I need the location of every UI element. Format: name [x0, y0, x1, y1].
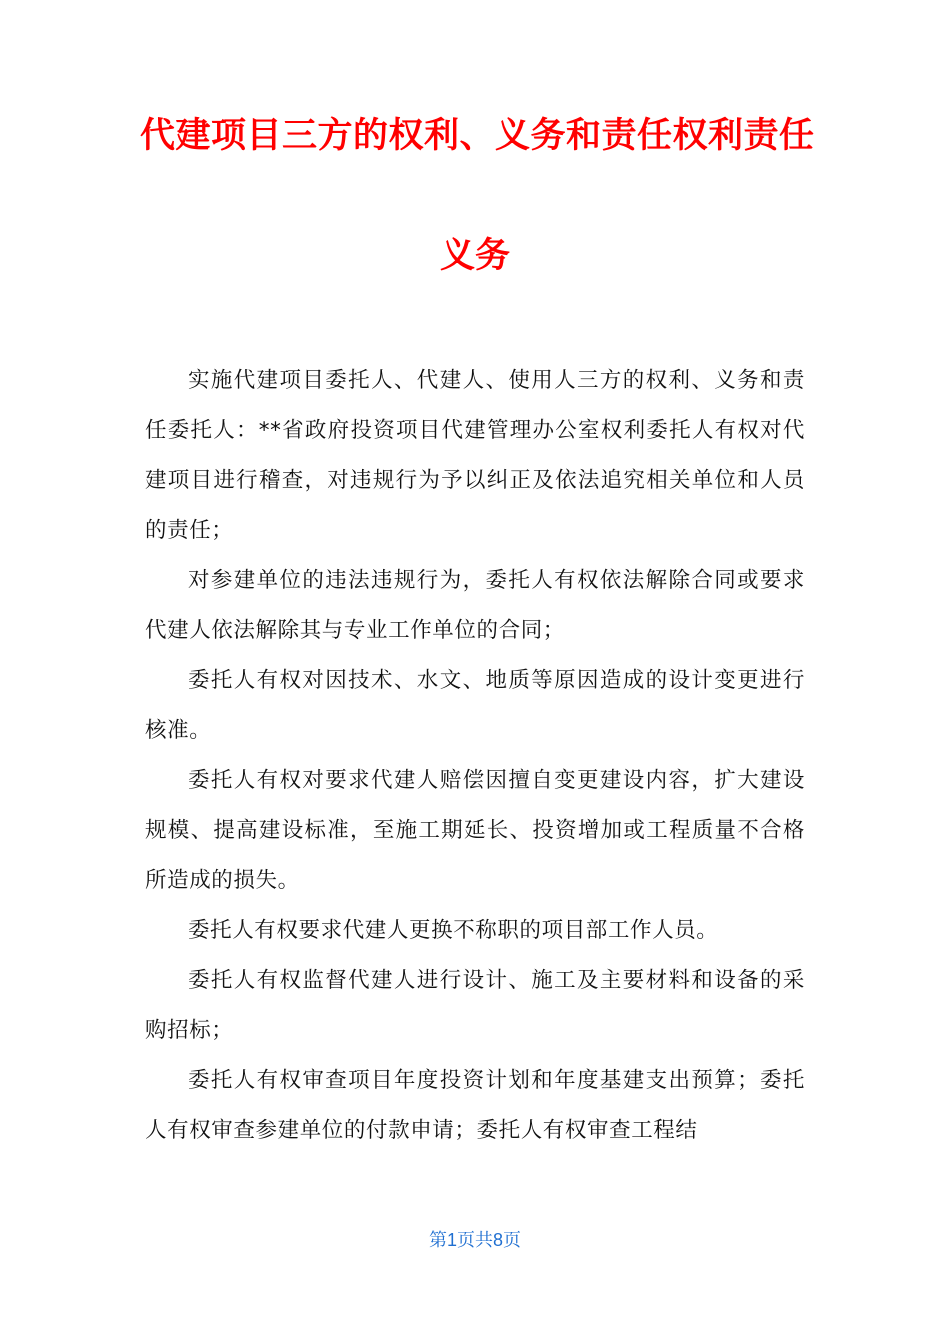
paragraph: 委托人有权要求代建人更换不称职的项目部工作人员。 — [188, 918, 719, 943]
page-footer: 第1页共8页 — [428, 1230, 522, 1250]
paragraph: 实施代建项目委托人、代建人、使用人三方的权利、义务和责任委托人：**省政府投资项目代建管理办公室权利委托人有权对代建项目进行稽查，对违规行为予以纠正及依法追究相关单位和人员的责任； — [145, 368, 805, 543]
paragraph: 委托人有权审查项目年度投资计划和年度基建支出预算；委托人有权审查参建单位的付款申请；委托人有权审查工程结 — [145, 1068, 805, 1143]
document-title: 代建项目三方的权利、义务和责任权利责任 — [140, 116, 815, 156]
paragraph: 委托人有权对要求代建人赔偿因擅自变更建设内容，扩大建设规模、提高建设标准，至施工期延长、投资增加或工程质量不合格所造成的损失。 — [145, 768, 805, 893]
paragraph: 对参建单位的违法违规行为，委托人有权依法解除合同或要求代建人依法解除其与专业工作单位的合同； — [145, 568, 805, 643]
paragraph: 委托人有权监督代建人进行设计、施工及主要材料和设备的采购招标； — [145, 968, 805, 1043]
paragraph: 委托人有权对因技术、水文、地质等原因造成的设计变更进行核准。 — [145, 668, 805, 743]
document-body — [145, 356, 805, 1156]
document-subtitle: 义务 — [439, 236, 510, 276]
